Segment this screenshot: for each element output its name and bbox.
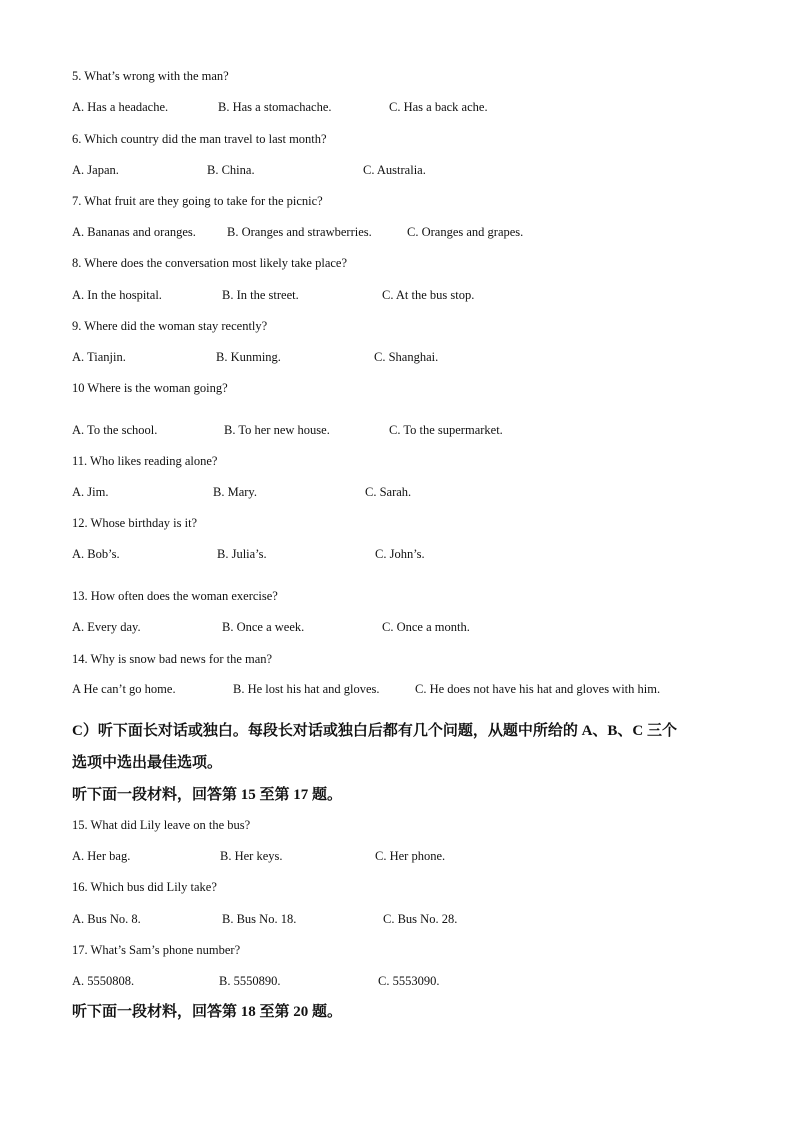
group-heading-18-20: 听下面一段材料，回答第 18 至第 20 题。 [72,1004,343,1020]
option-b: B. Oranges and strawberries. [227,225,372,239]
option-a: A. Has a headache. [72,100,169,114]
question-14: 14. Why is snow bad news for the man? [72,652,273,666]
section-c-instruction-line-1: C）听下面长对话或独白。每段长对话或独白后都有几个问题，从题中所给的 A、B、C 三个 [72,723,678,739]
option-b: B. China. [207,163,255,177]
option-b: B. Her keys. [220,849,283,863]
option-b: B. 5550890. [219,974,281,988]
option-b: B. Once a week. [222,620,305,634]
option-a: A. Jim. [72,485,109,499]
question-5: 5. What’s wrong with the man? [72,69,229,83]
option-a: A. Every day. [72,620,141,634]
option-b: B. Kunming. [216,350,281,364]
option-c: C. Australia. [363,163,426,177]
question-6: 6. Which country did the man travel to last month? [72,132,327,146]
group-heading-15-17: 听下面一段材料，回答第 15 至第 17 题。 [72,787,343,803]
option-c: C. Sarah. [365,485,412,499]
option-c: C. Bus No. 28. [383,912,458,926]
question-13: 13. How often does the woman exercise? [72,589,278,603]
option-b: B. Bus No. 18. [222,912,297,926]
option-a: A. Her bag. [72,849,131,863]
option-c: C. He does not have his hat and gloves with him. [415,682,661,696]
option-a: A. In the hospital. [72,288,162,302]
option-a: A. Japan. [72,163,119,177]
option-c: C. At the bus stop. [382,288,475,302]
option-c: C. John’s. [375,547,425,561]
question-16: 16. Which bus did Lily take? [72,880,217,894]
option-c: C. Shanghai. [374,350,439,364]
option-a: A. Bob’s. [72,547,120,561]
option-b: B. Mary. [213,485,257,499]
question-15: 15. What did Lily leave on the bus? [72,818,251,832]
option-b: B. In the street. [222,288,299,302]
option-c: C. Her phone. [375,849,446,863]
question-8: 8. Where does the conversation most likely take place? [72,256,348,270]
question-11: 11. Who likes reading alone? [72,454,218,468]
option-a: A. Tianjin. [72,350,126,364]
question-7: 7. What fruit are they going to take for the picnic? [72,194,323,208]
option-c: C. Once a month. [382,620,470,634]
option-a: A. To the school. [72,423,158,437]
option-a: A. Bananas and oranges. [72,225,196,239]
option-b: B. Julia’s. [217,547,267,561]
option-c: C. Oranges and grapes. [407,225,524,239]
option-b: B. Has a stomachache. [218,100,332,114]
option-b: B. He lost his hat and gloves. [233,682,380,696]
option-a: A. 5550808. [72,974,135,988]
option-a: A. Bus No. 8. [72,912,141,926]
option-c: C. 5553090. [378,974,440,988]
section-c-instruction-line-2: 选项中选出最佳选项。 [72,755,223,771]
question-10: 10 Where is the woman going? [72,381,228,395]
option-c: C. To the supermarket. [389,423,503,437]
option-c: C. Has a back ache. [389,100,488,114]
question-12: 12. Whose birthday is it? [72,516,198,530]
option-a: A He can’t go home. [72,682,176,696]
option-b: B. To her new house. [224,423,330,437]
question-17: 17. What’s Sam’s phone number? [72,943,241,957]
question-9: 9. Where did the woman stay recently? [72,319,268,333]
